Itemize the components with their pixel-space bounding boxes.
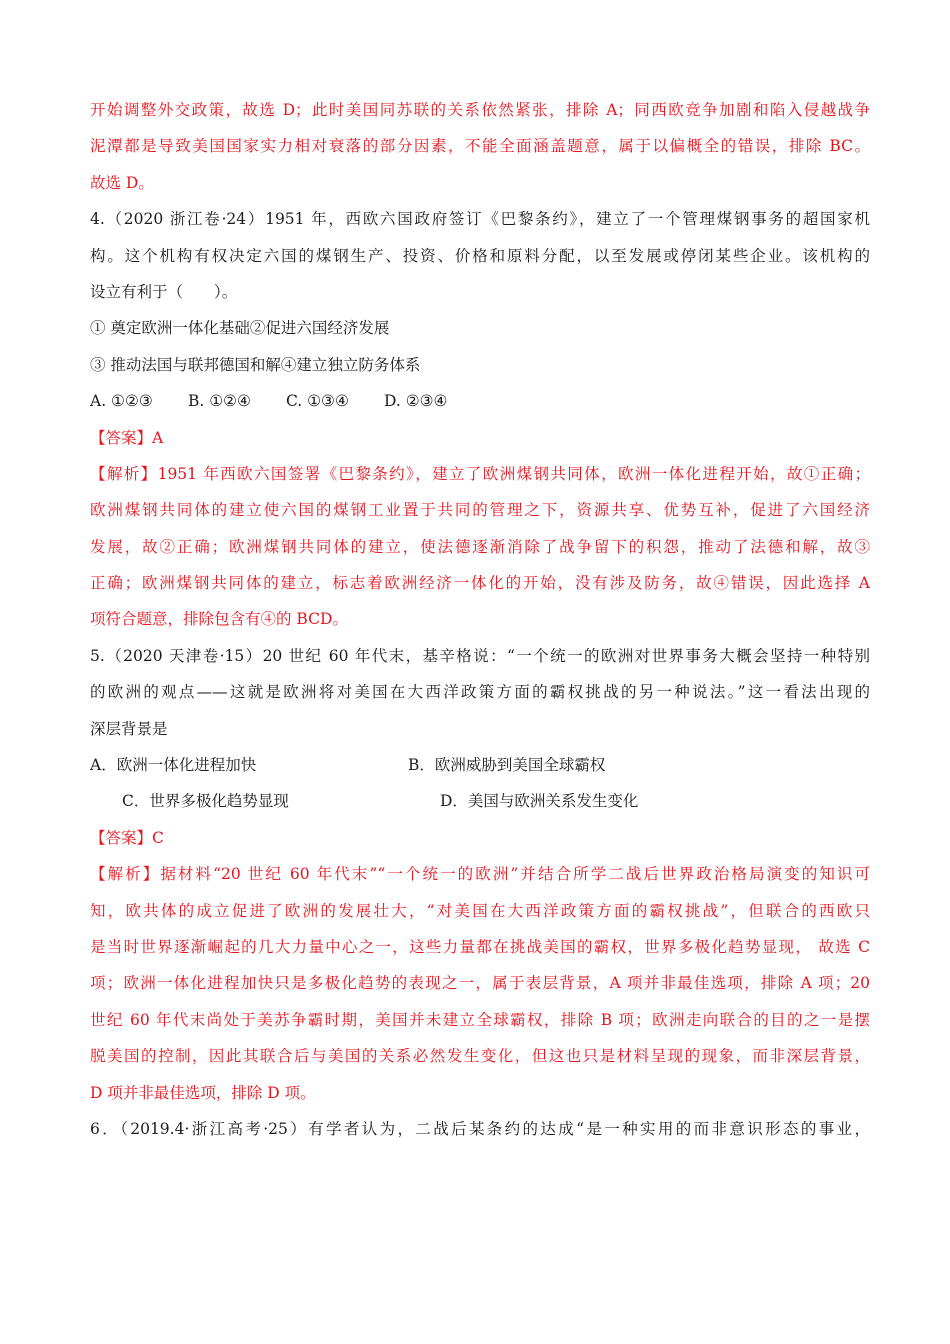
analysis-line: 故选 D。 bbox=[90, 173, 154, 192]
option-c: C．世界多极化趋势显现 bbox=[122, 792, 289, 811]
option-b: B. ①②④ bbox=[188, 392, 251, 411]
analysis-line: 欧洲煤钢共同体的建立使六国的煤钢工业置于共同的管理之下，资源共享、优势互补，促进了六国经济 bbox=[90, 501, 870, 520]
analysis-line: 泥潭都是导致美国国家实力相对衰落的部分因素，不能全面涵盖题意，属于以偏概全的错误，排除 BC。 bbox=[90, 137, 870, 156]
option-c: C. ①③④ bbox=[286, 392, 349, 411]
question-6 bbox=[90, 1111, 870, 1147]
question-stem-line: 6．（2019.4·浙江高考·25）有学者认为，二战后某条约的达成“是一种实用的而非意识形态的事业， bbox=[90, 1119, 870, 1138]
analysis-line: 知，欧共体的成立促进了欧洲的发展壮大，“对美国在大西洋政策方面的霸权挑战”，但联合的西欧只 bbox=[90, 901, 870, 920]
option-row bbox=[90, 747, 870, 783]
option-a: A. ①②③ bbox=[90, 392, 153, 411]
analysis-line: 项；欧洲一体化进程加快只是多极化趋势的表现之一，属于表层背景，A 项并非最佳选项，排除 A 项；20 bbox=[90, 974, 870, 993]
question-item: ① 奠定欧洲一体化基础②促进六国经济发展 bbox=[90, 319, 390, 338]
analysis-line: D 项并非最佳选项，排除 D 项。 bbox=[90, 1083, 316, 1102]
analysis-line: 开始调整外交政策，故选 D；此时美国同苏联的关系依然紧张，排除 A；同西欧竞争加剧和陷入侵越战争 bbox=[90, 101, 870, 119]
question-stem-line: 设立有利于（ ）。 bbox=[90, 282, 238, 301]
answer-label: 【答案】A bbox=[90, 428, 164, 447]
analysis-line: 发展，故②正确；欧洲煤钢共同体的建立，使法德逐渐消除了战争留下的积怨，推动了法德和解，故③ bbox=[90, 537, 870, 556]
analysis-line: 正确；欧洲煤钢共同体的建立，标志着欧洲经济一体化的开始，没有涉及防务，故④错误，因此选择 A bbox=[90, 574, 870, 593]
question-stem-line: 构。这个机构有权决定六国的煤钢生产、投资、价格和原料分配，以至发展或停闭某些企业。该机构的 bbox=[90, 246, 870, 265]
option-row bbox=[90, 783, 870, 819]
option-row bbox=[90, 383, 870, 419]
question-4 bbox=[90, 201, 870, 638]
analysis-line: 【解析】据材料“20 世纪 60 年代末”“一个统一的欧洲”并结合所学二战后世界政治格局演变的知识可 bbox=[90, 865, 870, 884]
question-stem-line: 深层背景是 bbox=[90, 719, 168, 738]
question-stem-line: 的欧洲的观点——这就是欧洲将对美国在大西洋政策方面的霸权挑战的另一种说法。”这一看法出现的 bbox=[90, 683, 870, 702]
analysis-line: 脱美国的控制，因此其联合后与美国的关系必然发生变化，但这也只是材料呈现的现象，而非深层背景， bbox=[90, 1047, 870, 1066]
option-d: D．美国与欧洲关系发生变化 bbox=[440, 792, 639, 811]
analysis-line: 项符合题意，排除包含有④的 BCD。 bbox=[90, 610, 348, 629]
question-stem-line: 4.（2020 浙江卷·24）1951 年，西欧六国政府签订《巴黎条约》，建立了一个管理煤钢事务的超国家机 bbox=[90, 210, 870, 229]
analysis-line: 【解析】1951 年西欧六国签署《巴黎条约》，建立了欧洲煤钢共同体，欧洲一体化进程开始，故①正确； bbox=[90, 464, 870, 483]
answer-label: 【答案】C bbox=[90, 828, 164, 847]
prev-analysis-block bbox=[90, 92, 870, 201]
option-a: A．欧洲一体化进程加快 bbox=[90, 756, 257, 775]
document-page bbox=[90, 92, 870, 1147]
question-stem-line: 5.（2020 天津卷·15）20 世纪 60 年代末，基辛格说：“一个统一的欧洲对世界事务大概会坚持一种特别 bbox=[90, 646, 870, 665]
analysis-line: 是当时世界逐渐崛起的几大力量中心之一，这些力量都在挑战美国的霸权，世界多极化趋势显现， 故选 C bbox=[90, 937, 870, 956]
question-5 bbox=[90, 638, 870, 1111]
question-item: ③ 推动法国与联邦德国和解④建立独立防务体系 bbox=[90, 355, 421, 374]
analysis-line: 世纪 60 年代末尚处于美苏争霸时期，美国并未建立全球霸权，排除 B 项；欧洲走向联合的目的之一是摆 bbox=[90, 1010, 870, 1029]
option-b: B．欧洲威胁到美国全球霸权 bbox=[408, 756, 606, 775]
option-d: D. ②③④ bbox=[384, 392, 448, 411]
